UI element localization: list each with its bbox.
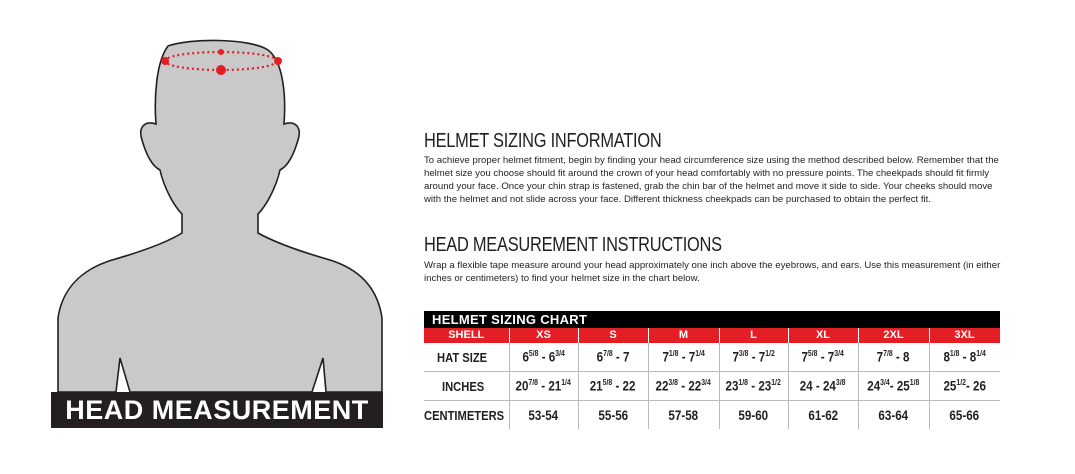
table-cell: 61-62 bbox=[788, 401, 858, 430]
tape-point-back bbox=[218, 49, 224, 55]
shell-size-l: L bbox=[719, 328, 788, 343]
table-cell: $7^{7/8} - 8$ bbox=[858, 343, 929, 372]
table-cell: $24^{3/4}-$ $25^{1/8}$ bbox=[858, 372, 929, 401]
shell-header-row bbox=[424, 328, 1000, 343]
table-cell: $23^{1/8} - 23^{1/2}$ bbox=[719, 372, 788, 401]
helmet-sizing-chart bbox=[424, 311, 1000, 429]
head-measurement-figure bbox=[40, 28, 400, 428]
table-cell: $25^{1/2}-$ 26 bbox=[929, 372, 1000, 401]
table-cell: $21^{5/8} - 22$ bbox=[578, 372, 648, 401]
shell-size-2xl: 2XL bbox=[858, 328, 929, 343]
chart-title: HELMET SIZING CHART bbox=[424, 311, 1000, 328]
table-cell: 63-64 bbox=[858, 401, 929, 430]
table-cell: 65-66 bbox=[949, 407, 980, 423]
shell-size-xs: XS bbox=[509, 328, 578, 343]
table-cell: $7^{3/8} - 7^{1/2}$ bbox=[719, 343, 788, 372]
shell-label: SHELL bbox=[424, 328, 509, 343]
table-row bbox=[424, 372, 1000, 401]
table-cell: $7^{5/8} - 7^{3/4}$ bbox=[788, 343, 858, 372]
shell-size-3xl: 3XL bbox=[929, 328, 1000, 343]
head-measurement-label: HEAD MEASUREMENT bbox=[51, 392, 383, 428]
table-cell: $22^{3/8} - 22^{3/4}$ bbox=[648, 372, 719, 401]
measure-instructions-body: Wrap a flexible tape measure around your head approximately one inch above the eyebrows, and ears. Use this measurement (in either inches or centimeters) to find your helmet size in the chart below. bbox=[424, 260, 1001, 284]
tape-point-front bbox=[216, 65, 226, 75]
table-row bbox=[424, 343, 1000, 372]
shell-size-s: S bbox=[578, 328, 648, 343]
table-cell: 59-60 bbox=[719, 401, 788, 430]
shell-size-m: M bbox=[648, 328, 719, 343]
row-label: CENTIMETERS bbox=[424, 401, 509, 430]
table-cell: 55-56 bbox=[578, 401, 648, 430]
table-cell: $20^{7/8} - 21^{1/4}$ bbox=[509, 372, 578, 401]
table-cell: $6^{5/8} - 6^{3/4}$ bbox=[509, 343, 578, 372]
row-label: INCHES bbox=[424, 372, 509, 401]
table-cell: $7^{1/8} - 7^{1/4}$ bbox=[648, 343, 719, 372]
table-cell: $8^{1/8} - 8^{1/4}$ bbox=[929, 343, 1000, 372]
sizing-info-body: To achieve proper helmet fitment, begin by finding your head circumference size using the method described below. Remember that the helmet size you choose should fit around the crown of your head comfortably with no pressure points. The cheekpads should fit firmly around your face. Once your chin strap is fastened, grab the chin bar of the helmet and move it side to side. Your cheeks should move with the helmet and not slide across your face. Different thickness cheekpads can be purchased to obtain the perfect fit. bbox=[424, 155, 999, 205]
table-cell: $6^{7/8} - 7$ bbox=[578, 343, 648, 372]
row-label: HAT SIZE bbox=[424, 343, 509, 372]
table-cell: 53-54 bbox=[509, 401, 578, 430]
sizing-info-title: HELMET SIZING INFORMATION bbox=[424, 130, 662, 152]
measure-instructions-title: HEAD MEASUREMENT INSTRUCTIONS bbox=[424, 234, 722, 256]
shell-size-xl: XL bbox=[788, 328, 858, 343]
tape-point-right bbox=[274, 57, 282, 65]
head-silhouette-icon bbox=[40, 28, 400, 428]
tape-point-left bbox=[161, 57, 169, 65]
sizing-table bbox=[424, 328, 1001, 429]
table-cell: $24 - 24^{3/8}$ bbox=[788, 372, 858, 401]
table-row bbox=[424, 401, 1000, 430]
table-cell: 57-58 bbox=[648, 401, 719, 430]
